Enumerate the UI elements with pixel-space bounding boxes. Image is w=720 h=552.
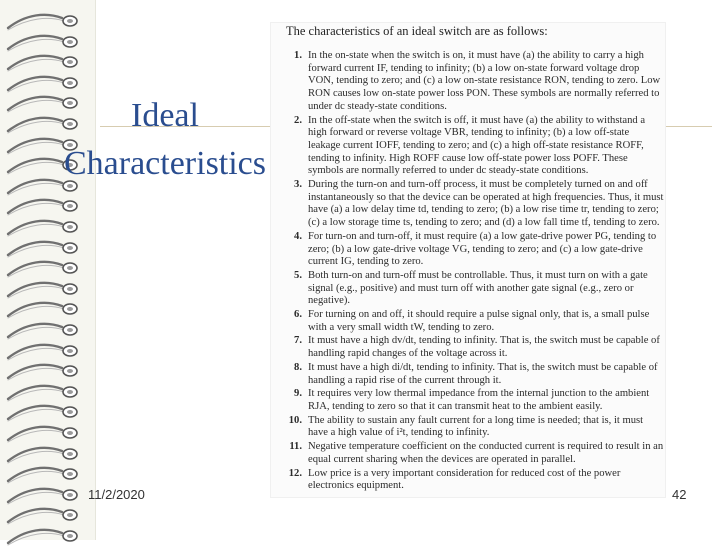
item-text: The ability to sustain any fault current for a long time is needed; that is, it must have a high value of i²t, tending to infinity. [308,414,644,439]
spiral-binding-ring-icon [6,463,78,485]
item-number: 12. [288,467,302,479]
list-item [272,468,664,493]
item-text: For turn-on and turn-off, it must require (a) a low gate-drive power PG, tending to zero; (b) a low gate-drive voltage VG, tending to zero; and (c) a low gate-drive current IG, tending to zero. [308,230,657,268]
spiral-binding-ring-icon [6,525,78,547]
slide-page-number: 42 [672,487,687,502]
item-number: 6. [294,309,302,321]
item-text: Both turn-on and turn-off must be controllable. Thus, it must turn on with a gate signal (e.g., positive) and must turn off with another gate signal (e.g., zero or negative). [308,269,648,307]
item-number: 7. [294,335,302,347]
spiral-binding-ring-icon [6,237,78,259]
spiral-binding-ring-icon [6,31,78,53]
spiral-binding-ring-icon [6,484,78,506]
spiral-binding-ring-icon [6,278,78,300]
list-item [272,335,664,360]
item-text: Low price is a very important consideration for reduced cost of the power electronics equipment. [308,467,621,492]
spiral-binding-ring-icon [6,443,78,465]
item-text: In the off-state when the switch is off, it must have (a) the ability to withstand a high forward or reverse voltage VBR, tending to infinity; (b) a low off-state leakage current IOFF, tending to zero; and (c) a high off-state resistance ROFF, tending to infinity. High ROFF cause low off-state power loss POFF. These symbols are normally referred to under dc steady-state conditions. [308,114,646,177]
item-number: 4. [294,230,302,242]
spiral-binding-ring-icon [6,319,78,341]
list-item [272,388,664,413]
list-item [272,270,664,308]
item-number: 2. [294,114,302,126]
slide-title: Ideal Characteristics [63,97,267,182]
item-number: 5. [294,269,302,281]
spiral-binding-ring-icon [6,195,78,217]
item-text: For turning on and off, it should require a pulse signal only, that is, a small pulse with a very small width tW, tending to zero. [308,309,650,333]
spiral-binding-ring-icon [6,504,78,526]
spiral-binding-ring-icon [6,257,78,279]
spiral-binding-ring-icon [6,216,78,238]
list-item [272,179,664,230]
list-item [272,50,664,114]
item-text: It requires very low thermal impedance from the internal junction to the ambient RJA, tending to zero so that it can transmit heat to the ambient easily. [308,388,650,412]
spiral-binding-ring-icon [6,298,78,320]
item-number: 11. [289,441,302,453]
spiral-binding-ring-icon [6,381,78,403]
page-heading: The characteristics of an ideal switch are as follows: [286,24,548,38]
spiral-binding-ring-icon [6,340,78,362]
item-number: 8. [294,361,302,373]
item-number: 9. [294,388,302,400]
list-item [272,231,664,269]
item-text: It must have a high di/dt, tending to infinity. That is, the switch must be capable of handling a rapid rise of the current through it. [308,361,658,386]
spiral-binding-ring-icon [6,401,78,423]
spiral-binding-ring-icon [6,51,78,73]
item-text: During the turn-on and turn-off process, it must be completely turned on and off instantaneously so that the device can be operated at high frequencies. Thus, it must have (a) a low delay time td, tending to zero; (b) a low rise time tr, tending to zero; (c) a low storage time ts, tending to zero; and (d) a low fall time tf, tending to zero. [308,179,664,229]
item-text: Negative temperature coefficient on the conducted current is required to result in an equal current sharing when the devices are operated in parallel. [308,441,664,465]
item-number: 10. [288,414,302,426]
list-item [272,362,664,387]
spiral-binding-ring-icon [6,10,78,32]
spiral-binding-ring-icon [6,422,78,444]
slide-date: 11/2/2020 [88,487,145,502]
item-number: 3. [294,179,302,191]
spiral-binding-ring-icon [6,360,78,382]
item-number: 1. [294,50,302,61]
binding-edge [95,0,96,540]
list-item [272,115,664,179]
list-item [272,309,664,334]
item-text: In the on-state when the switch is on, it must have (a) the ability to carry a high forward current IF, tending to infinity; (b) a low on-state forward voltage drop VON, tending to zero; and (c) a low on-state resistance RON, tending to zero. Low RON causes low on-state power loss PON. These symbols are normally referred to under dc steady-state conditions. [308,50,661,112]
item-text: It must have a high dv/dt, tending to infinity. That is, the switch must be capable of handling rapid changes of the voltage across it. [308,335,660,360]
spiral-binding-ring-icon [6,72,78,94]
list-item [272,441,664,466]
characteristics-list [272,50,664,494]
list-item [272,415,664,440]
textbook-page-image [270,22,666,498]
